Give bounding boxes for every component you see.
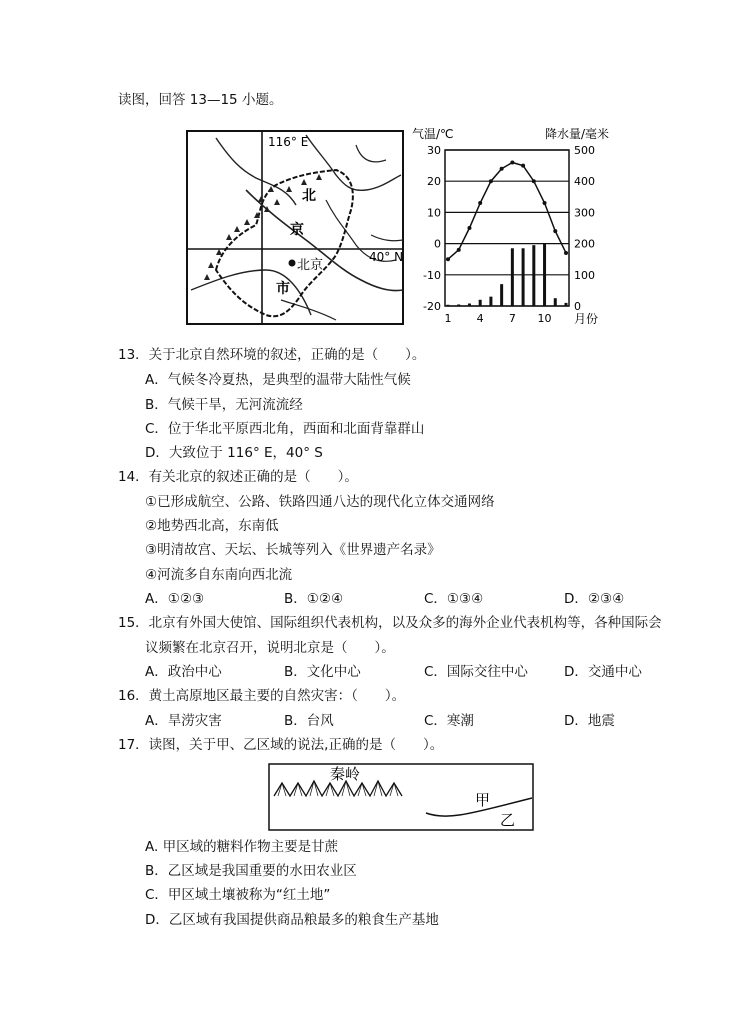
chart-y1-tick-label: 0	[434, 237, 441, 251]
temperature-point	[532, 179, 536, 183]
q15-stem-line1: 15．北京有外国大使馆、国际组织代表机构，以及众多的海外企业代表机构等，各种国际会	[118, 615, 662, 631]
q14-stem: 14．有关北京的叙述正确的是（ ）。	[118, 469, 358, 485]
beijing-map	[186, 130, 404, 325]
chart-y2-tick-label: 400	[574, 175, 595, 189]
q13-option-a[interactable]: A．气候冬冷夏热，是典型的温带大陆性气候	[145, 372, 411, 388]
q16-option-c[interactable]: C．寒潮	[424, 713, 474, 729]
precipitation-bar	[511, 248, 514, 306]
chart-y2-tick-label: 500	[574, 144, 595, 157]
map-label-shi: 市	[276, 281, 290, 297]
q16-option-d[interactable]: D．地震	[564, 713, 615, 729]
q14-option-b[interactable]: B．①②④	[284, 591, 344, 607]
precipitation-bar	[543, 244, 546, 306]
temperature-point	[478, 201, 482, 205]
precipitation-bar	[479, 300, 482, 306]
q15-stem-line2: 议频繁在北京召开，说明北京是（ ）。	[145, 640, 395, 656]
chart-y2-tick-label: 300	[574, 206, 595, 220]
q13-option-d[interactable]: D．大致位于 116° E，40° S	[145, 445, 323, 461]
q17-option-a[interactable]: A. 甲区域的糖料作物主要是甘蔗	[145, 839, 339, 855]
temperature-point	[457, 248, 461, 252]
precipitation-bar	[565, 303, 568, 306]
map-latitude-label: 40° N	[369, 250, 404, 264]
q14-option-c[interactable]: C．①③④	[424, 591, 484, 607]
q14-statement-2: ②地势西北高，东南低	[145, 518, 279, 534]
yi-label: 乙	[500, 811, 516, 829]
temperature-point	[467, 226, 471, 230]
precipitation-bar	[447, 305, 450, 306]
precipitation-bar	[522, 248, 525, 306]
q17-option-c[interactable]: C．甲区域土壤被称为“红土地”	[145, 887, 331, 903]
precipitation-bar	[468, 304, 471, 306]
qinling-diagram	[268, 763, 534, 831]
chart-x-tick-label: 1	[444, 312, 452, 325]
q16-option-a[interactable]: A．旱涝灾害	[145, 713, 222, 729]
chart-plot-area	[445, 150, 569, 306]
temperature-point	[446, 257, 450, 261]
chart-x-tick-label: 10	[537, 312, 552, 325]
map-longitude-label: 116° E	[268, 135, 309, 149]
precipitation-bar	[489, 297, 492, 306]
climate-chart	[410, 122, 620, 332]
q13-option-b[interactable]: B．气候干旱，无河流流经	[145, 397, 303, 413]
q14-statement-1: ①已形成航空、公路、铁路四通八达的现代化立体交通网络	[145, 494, 495, 510]
intro-text: 读图，回答 13—15 小题。	[118, 92, 283, 108]
precipitation-bar	[532, 245, 535, 306]
q15-option-b[interactable]: B．文化中心	[284, 664, 361, 680]
q15-option-a[interactable]: A．政治中心	[145, 664, 222, 680]
q16-option-b[interactable]: B．台风	[284, 713, 334, 729]
temperature-point	[489, 179, 493, 183]
q14-statement-4: ④河流多自东南向西北流	[145, 567, 293, 583]
temperature-point	[521, 164, 525, 168]
map-label-beijing: 北京	[297, 258, 324, 273]
map-label-bei: 北	[302, 188, 316, 204]
q14-option-a[interactable]: A．①②③	[145, 591, 205, 607]
chart-y1-tick-label: 30	[427, 144, 441, 157]
chart-y2-label: 降水量/毫米	[545, 127, 610, 141]
chart-y2-tick-label: 200	[574, 237, 595, 251]
q13-stem: 13．关于北京自然环境的叙述，正确的是（ ）。	[118, 347, 426, 363]
q17-stem: 17．读图，关于甲、乙区域的说法,正确的是（ ）。	[118, 737, 444, 753]
temperature-point	[510, 160, 514, 164]
q15-option-c[interactable]: C．国际交往中心	[424, 664, 528, 680]
jia-label: 甲	[475, 791, 491, 809]
temperature-line	[448, 162, 566, 259]
chart-y2-tick-label: 0	[574, 300, 581, 313]
q14-option-d[interactable]: D．②③④	[564, 591, 625, 607]
temperature-point	[553, 229, 557, 233]
q13-option-c[interactable]: C．位于华北平原西北角，西面和北面背靠群山	[145, 421, 425, 437]
chart-y1-tick-label: 20	[427, 175, 441, 189]
chart-x-tick-label: 7	[508, 312, 516, 325]
chart-y2-tick-label: 100	[574, 268, 595, 282]
temperature-point	[500, 167, 504, 171]
precipitation-bar	[457, 304, 460, 306]
chart-x-tick-label: 4	[476, 312, 484, 325]
precipitation-bar	[500, 284, 503, 306]
precipitation-bar	[554, 298, 557, 306]
q17-option-b[interactable]: B．乙区域是我国重要的水田农业区	[145, 863, 357, 879]
chart-y1-label: 气温/℃	[412, 127, 454, 141]
chart-x-label: 月份	[574, 312, 599, 326]
chart-y1-tick-label: 10	[427, 206, 441, 220]
q16-stem: 16．黄土高原地区最主要的自然灾害：（ ）。	[118, 688, 406, 704]
q14-statement-3: ③明清故宫、天坛、长城等列入《世界遗产名录》	[145, 542, 441, 558]
q15-option-d[interactable]: D．交通中心	[564, 664, 642, 680]
temperature-point	[564, 251, 568, 255]
q17-option-d[interactable]: D．乙区域有我国提供商品粮最多的粮食生产基地	[145, 912, 439, 928]
map-label-jing: 京	[290, 222, 304, 238]
chart-y1-tick-label: -10	[423, 268, 441, 282]
qinling-label: 秦岭	[330, 765, 361, 783]
chart-y1-tick-label: -20	[423, 300, 441, 313]
temperature-point	[543, 201, 547, 205]
